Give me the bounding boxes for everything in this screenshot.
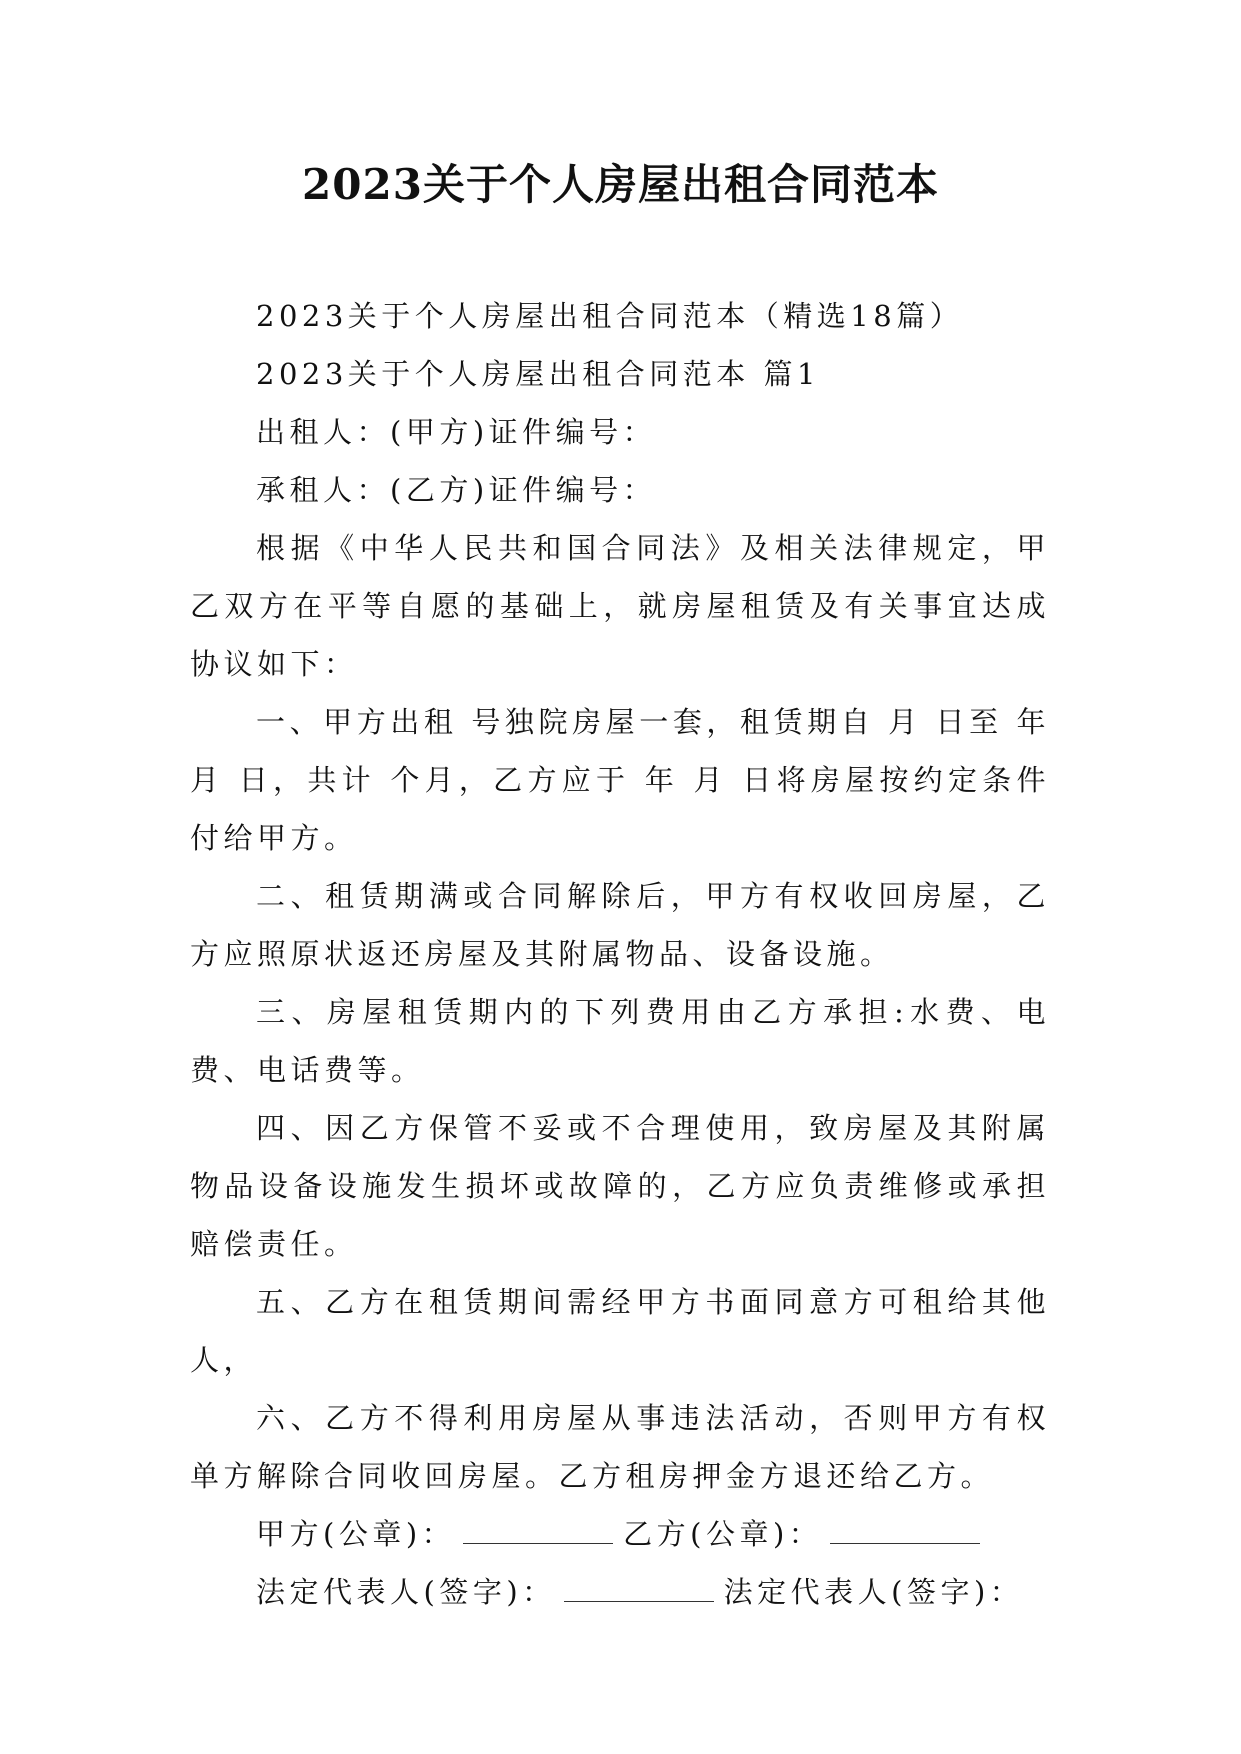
paragraph-clause-6: 六、乙方不得利用房屋从事违法活动，否则甲方有权单方解除合同收回房屋。乙方租房押金方退还给乙方。 (190, 1401, 1050, 1493)
document-title: 2023关于个人房屋出租合同范本 (302, 160, 939, 209)
paragraph-clause-4: 四、因乙方保管不妥或不合理使用，致房屋及其附属物品设备设施发生损坏或故障的，乙方应负责维修或承担赔偿责任。 (190, 1111, 1050, 1261)
legal-rep-a-label: 法定代表人(签字)： (256, 1575, 556, 1609)
paragraph-clause-2: 二、租赁期满或合同解除后，甲方有权收回房屋，乙方应照原状返还房屋及其附属物品、设备设施。 (190, 879, 1050, 971)
party-b-seal-label: 乙方(公章)： (623, 1517, 823, 1551)
signature-rep-line (190, 1563, 1050, 1621)
paragraph-clause-5: 五、乙方在租赁期间需经甲方书面同意方可租给其他人， (190, 1285, 1050, 1377)
paragraph-subtitle: 2023关于个人房屋出租合同范本（精选18篇） (256, 299, 964, 333)
signature-seal-line (190, 1505, 1050, 1563)
party-b-seal-blank (830, 1519, 980, 1544)
paragraph-lessee: 承租人：(乙方)证件编号： (256, 473, 657, 507)
legal-rep-a-blank (564, 1577, 714, 1602)
paragraph-lessor: 出租人：(甲方)证件编号： (256, 415, 657, 449)
legal-rep-b-label: 法定代表人(签字)： (723, 1575, 1024, 1609)
paragraph-preamble: 根据《中华人民共和国合同法》及相关法律规定，甲乙双方在平等自愿的基础上，就房屋租赁及有关事宜达成协议如下： (190, 531, 1050, 681)
paragraph-clause-1: 一、甲方出租 号独院房屋一套，租赁期自 月 日至 年 月 日，共计 个月，乙方应于 年 月 日将房屋按约定条件付给甲方。 (190, 705, 1064, 855)
document-body (190, 287, 1064, 1621)
party-a-seal-blank (463, 1519, 613, 1544)
paragraph-section-heading: 2023关于个人房屋出租合同范本 篇1 (256, 357, 820, 391)
paragraph-clause-3: 三、房屋租赁期内的下列费用由乙方承担:水费、电费、电话费等。 (190, 995, 1050, 1087)
party-a-seal-label: 甲方(公章)： (256, 1517, 456, 1551)
